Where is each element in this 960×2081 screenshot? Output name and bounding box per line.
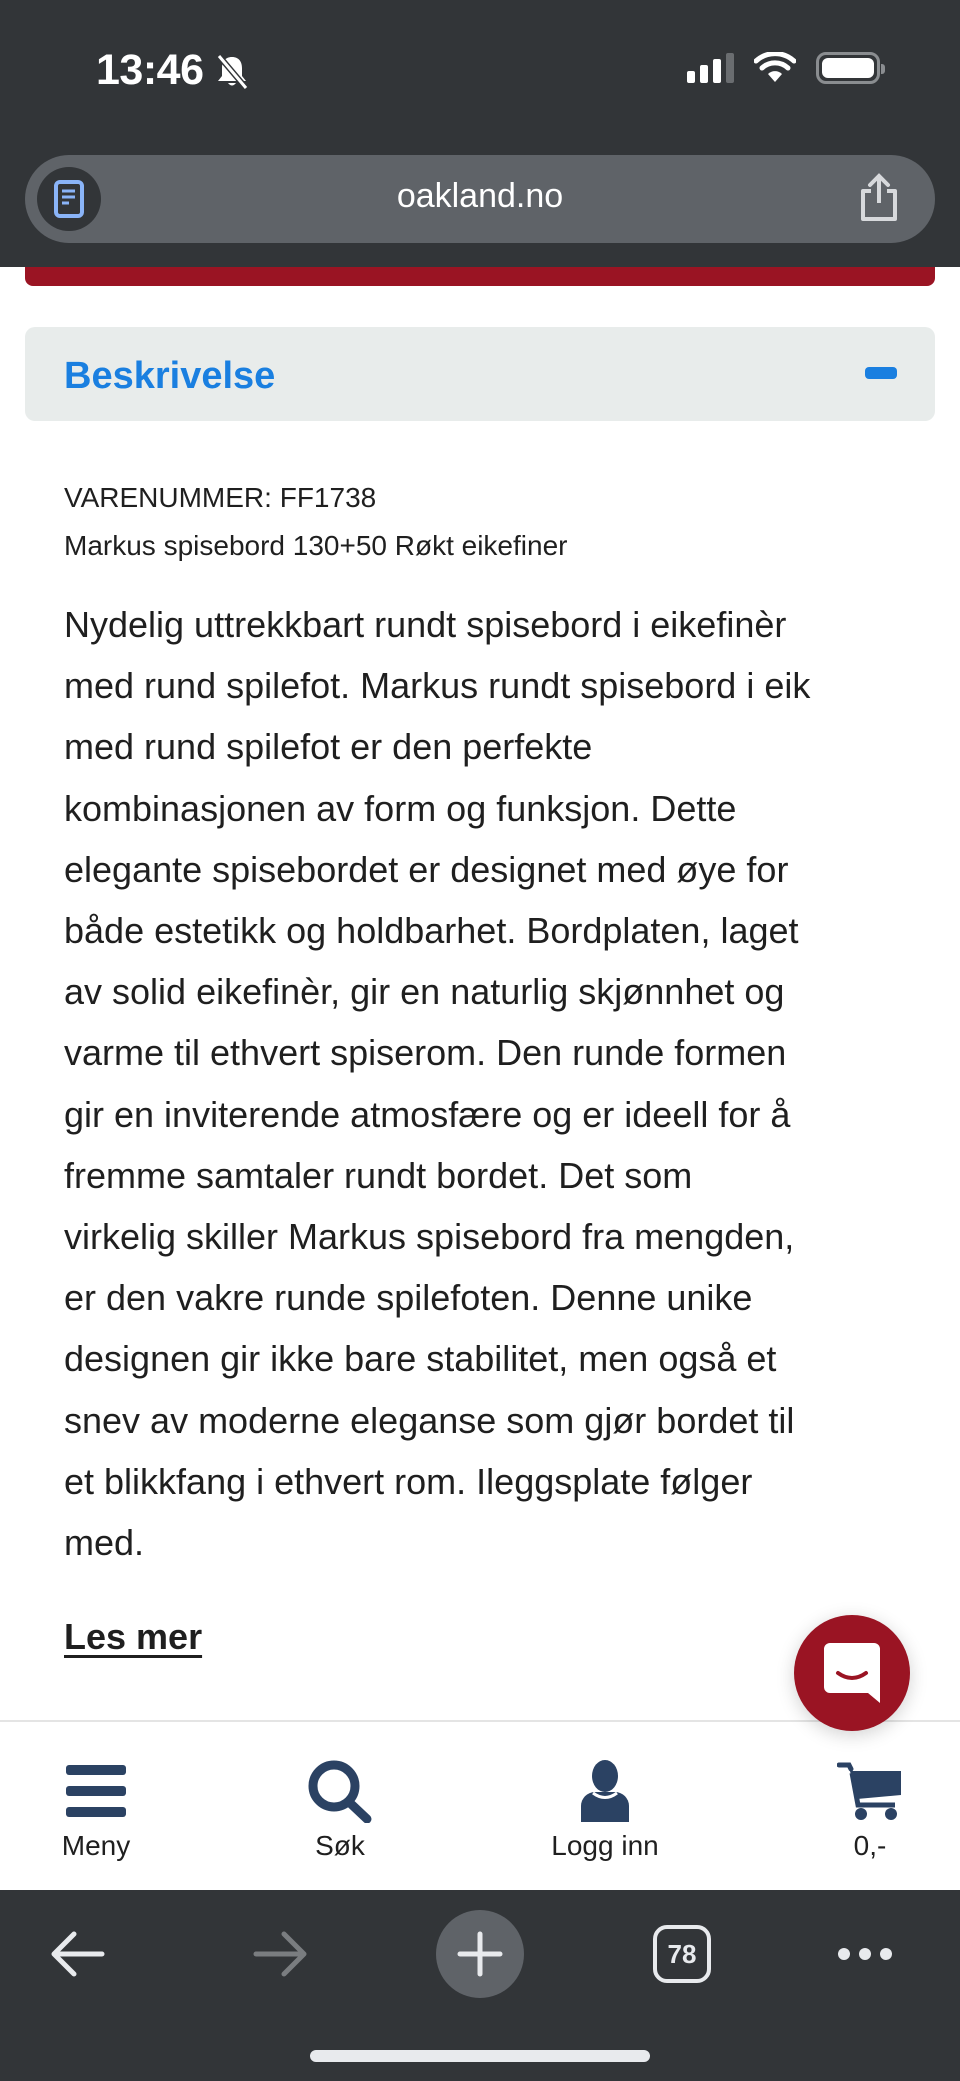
back-button[interactable]	[46, 1912, 110, 1996]
description-line: både estetikk og holdbarhet. Bordplaten, laget	[64, 910, 799, 952]
chat-button[interactable]	[794, 1615, 910, 1731]
home-indicator[interactable]	[310, 2050, 650, 2062]
description-line: med rund spilefot er den perfekte	[64, 726, 593, 768]
site-bottom-nav	[0, 1720, 960, 1890]
description-line: elegante spisebordet er designet med øye for	[64, 848, 789, 890]
url-text[interactable]: oakland.no	[396, 177, 564, 215]
battery-icon	[816, 52, 880, 84]
read-more-link[interactable]: Les mer	[64, 1616, 203, 1657]
new-tab-button[interactable]	[436, 1910, 524, 1998]
description-line: av solid eikefinèr, gir en naturlig skjønnhet og	[64, 971, 785, 1013]
forward-button[interactable]	[248, 1912, 312, 1996]
accordion-title: Beskrivelse	[64, 355, 276, 397]
hamburger-menu-icon	[66, 1765, 126, 1817]
user-icon	[579, 1760, 631, 1822]
nav-item-label: Meny	[61, 1830, 131, 1861]
product-name: Markus spisebord 130+50 Røkt eikefiner	[64, 530, 568, 561]
description-line: Nydelig uttrekkbart rundt spisebord i eikefinèr	[64, 604, 787, 645]
search-icon	[307, 1759, 373, 1823]
description-line: med rund spilefot. Markus rundt spisebord i eik	[64, 665, 811, 707]
description-line: kombinasjonen av form og funksjon. Dette	[64, 787, 737, 829]
bell-slash-icon	[212, 52, 252, 92]
nav-item-login[interactable]	[525, 1760, 685, 1862]
nav-item-label: Logg inn	[551, 1830, 659, 1861]
description-accordion-header[interactable]	[25, 327, 935, 421]
description-line: snev av moderne eleganse som gjør bordet til	[64, 1399, 795, 1441]
back-arrow-icon	[50, 1931, 106, 1977]
nav-item-cart[interactable]	[790, 1760, 950, 1862]
wifi-icon	[754, 52, 796, 84]
cart-icon	[837, 1761, 903, 1821]
more-dots-icon	[836, 1946, 894, 1962]
description-line: gir en inviterende atmosfære og er ideell for å	[64, 1093, 791, 1135]
description-line: designen gir ikke bare stabilitet, men også et	[64, 1338, 777, 1380]
tab-switcher-icon: 78	[653, 1925, 711, 1983]
nav-item-menu[interactable]	[16, 1760, 176, 1862]
description-line: fremme samtaler rundt bordet. Det som	[64, 1154, 693, 1196]
description-line: varme til ethvert spiserom. Den runde formen	[64, 1032, 787, 1074]
tab-switcher-button[interactable]	[650, 1912, 714, 1996]
cellular-signal-icon	[687, 53, 734, 83]
address-bar[interactable]	[25, 155, 935, 243]
status-time: 13:46	[96, 46, 204, 94]
description-line: et blikkfang i ethvert rom. Ileggsplate følger	[64, 1460, 753, 1502]
product-description	[64, 594, 914, 1573]
more-menu-button[interactable]	[830, 1912, 900, 1996]
browser-top-chrome	[0, 0, 960, 267]
description-line: er den vakre runde spilefoten. Denne unike	[64, 1277, 753, 1319]
chat-bubble-icon	[822, 1641, 882, 1705]
minus-icon[interactable]	[865, 367, 897, 379]
plus-icon	[457, 1931, 503, 1977]
nav-item-label: Søk	[315, 1830, 365, 1861]
product-sku: VARENUMMER: FF1738	[64, 482, 377, 513]
cart-total: 0,-	[853, 1830, 887, 1861]
forward-arrow-icon	[252, 1931, 308, 1977]
nav-item-search[interactable]	[260, 1760, 420, 1862]
description-line: virkelig skiller Markus spisebord fra mengden,	[64, 1216, 795, 1258]
share-icon[interactable]	[857, 173, 901, 223]
status-indicators	[687, 52, 880, 84]
description-line: med.	[64, 1522, 145, 1564]
